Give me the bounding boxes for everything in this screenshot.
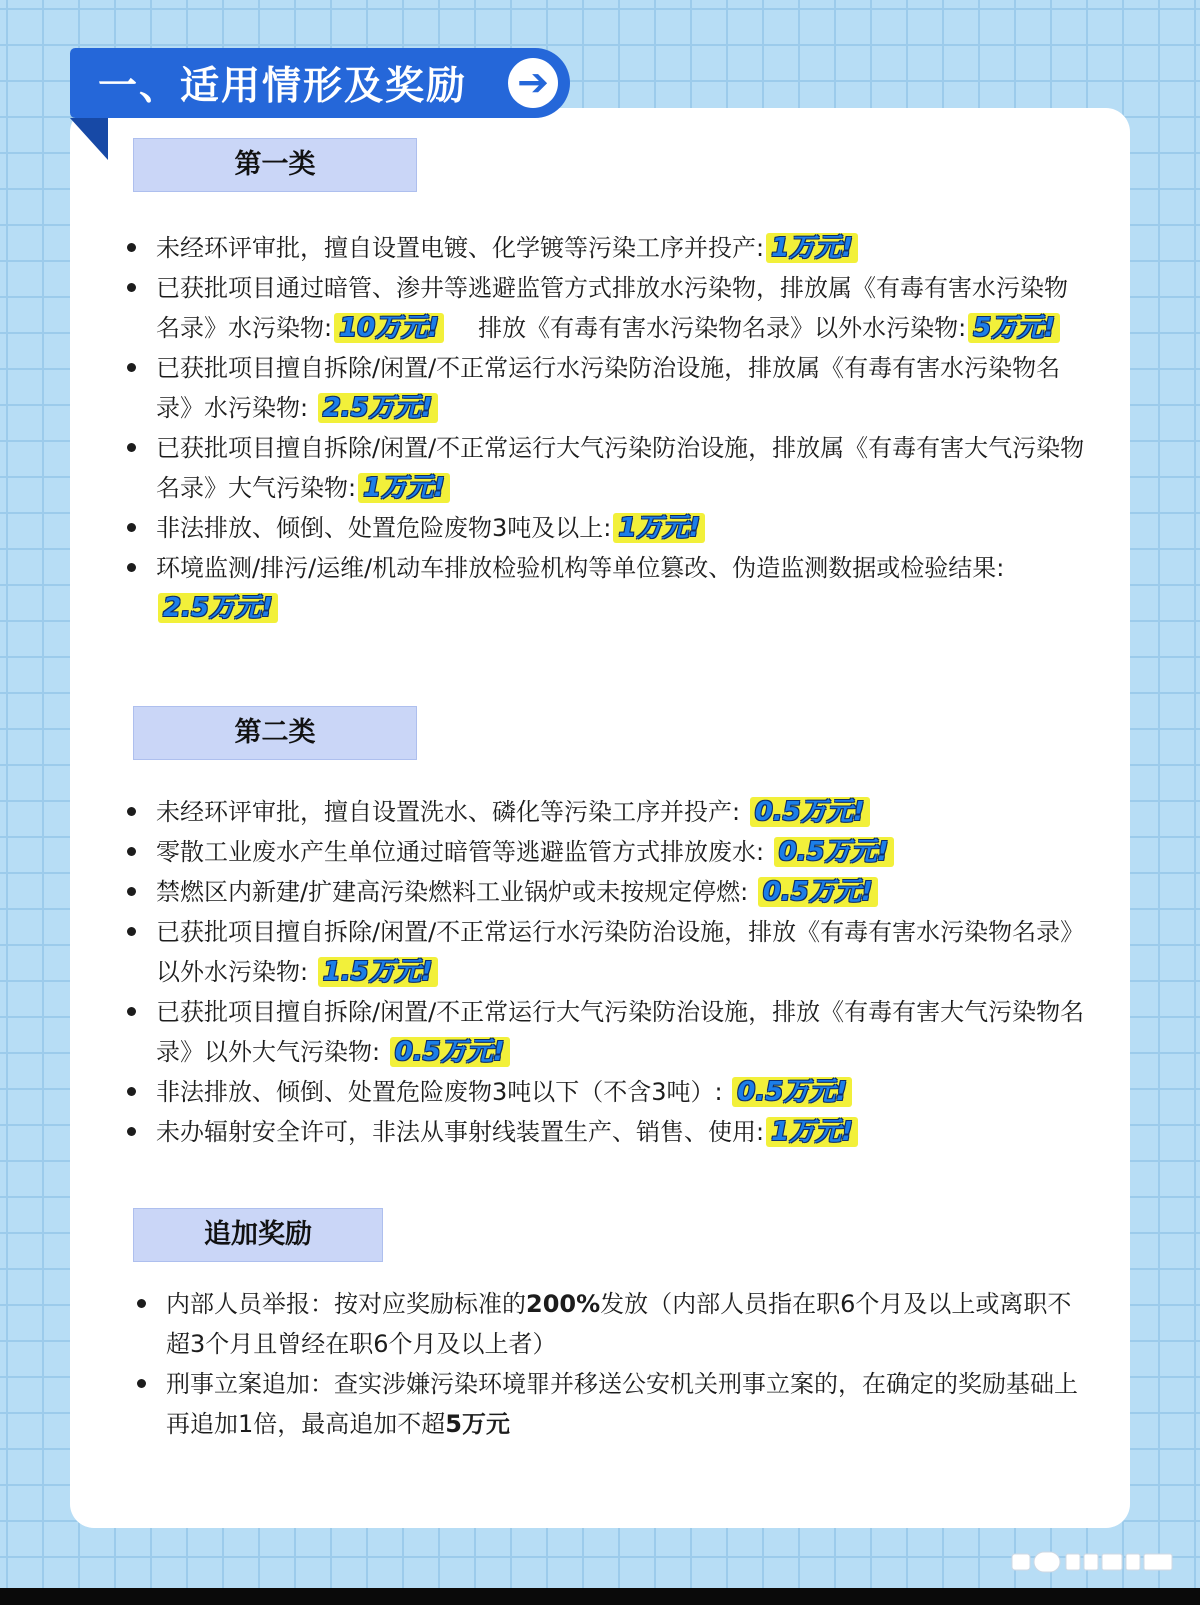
watermark-logo [1008,1548,1178,1576]
list-item: 已获批项目擅自拆除/闲置/不正常运行水污染防治设施，排放《有毒有害水污染物名录》以外水污染物: 1.5万元! [126,912,1086,992]
list-item: 刑事立案追加：查实涉嫌污染环境罪并移送公安机关刑事立案的，在确定的奖励基础上再追加1倍，最高追加不超5万元 [136,1364,1086,1444]
reward-badge: 10万元! [334,313,444,343]
list-item: 已获批项目擅自拆除/闲置/不正常运行大气污染防治设施，排放属《有毒有害大气污染物名录》大气污染物: 1万元! [126,428,1086,508]
reward-badge: 0.5万元! [750,797,870,827]
reward-badge: 2.5万元! [318,393,438,423]
reward-badge: 0.5万元! [390,1037,510,1067]
list-item: 未经环评审批，擅自设置洗水、磷化等污染工序并投产: 0.5万元! [126,792,1086,832]
reward-badge: 1万元! [766,1117,858,1147]
list-item: 已获批项目通过暗管、渗井等逃避监管方式排放水污染物，排放属《有毒有害水污染物名录》水污染物: 10万元! 排放《有毒有害水污染物名录》以外水污染物: 5万元! [126,268,1086,348]
page-title: 一、适用情形及奖励 [98,64,468,109]
list-item: 环境监测/排污/运维/机动车排放检验机构等单位篡改、伪造监测数据或检验结果: 2.5万元! [126,548,1086,628]
section-3-list [136,1284,1086,1444]
section-1-list [126,228,1086,628]
reward-badge: 0.5万元! [732,1077,852,1107]
list-item: 未经环评审批，擅自设置电镀、化学镀等污染工序并投产: 1万元! [126,228,1086,268]
list-item: 未办辐射安全许可，非法从事射线装置生产、销售、使用: 1万元! [126,1112,1086,1152]
reward-badge: 1万元! [613,513,705,543]
reward-badge: 2.5万元! [158,593,278,623]
section-label-extra-reward: 追加奖励 [133,1208,383,1262]
list-item: 已获批项目擅自拆除/闲置/不正常运行水污染防治设施，排放属《有毒有害水污染物名录》水污染物: 2.5万元! [126,348,1086,428]
bottom-bar [0,1588,1200,1605]
list-item: 内部人员举报：按对应奖励标准的200%发放（内部人员指在职6个月及以上或离职不超3个月且曾经在职6个月及以上者） [136,1284,1086,1364]
list-item: 非法排放、倾倒、处置危险废物3吨以下（不含3吨）: 0.5万元! [126,1072,1086,1112]
title-banner [70,48,570,118]
list-item: 已获批项目擅自拆除/闲置/不正常运行大气污染防治设施，排放《有毒有害大气污染物名录》以外大气污染物: 0.5万元! [126,992,1086,1072]
title-banner-fold [70,118,108,160]
section-2-list [126,792,1086,1152]
list-item: 禁燃区内新建/扩建高污染燃料工业锅炉或未按规定停燃: 0.5万元! [126,872,1086,912]
reward-badge: 1万元! [358,473,450,503]
reward-badge: 0.5万元! [758,877,878,907]
reward-badge: 5万元! [968,313,1060,343]
reward-badge: 0.5万元! [774,837,894,867]
list-item: 非法排放、倾倒、处置危险废物3吨及以上: 1万元! [126,508,1086,548]
section-label-category-1: 第一类 [133,138,417,192]
reward-badge: 1.5万元! [318,957,438,987]
list-item: 零散工业废水产生单位通过暗管等逃避监管方式排放废水: 0.5万元! [126,832,1086,872]
reward-badge: 1万元! [766,233,858,263]
section-label-category-2: 第二类 [133,706,417,760]
arrow-right-icon: ➔ [508,58,558,108]
